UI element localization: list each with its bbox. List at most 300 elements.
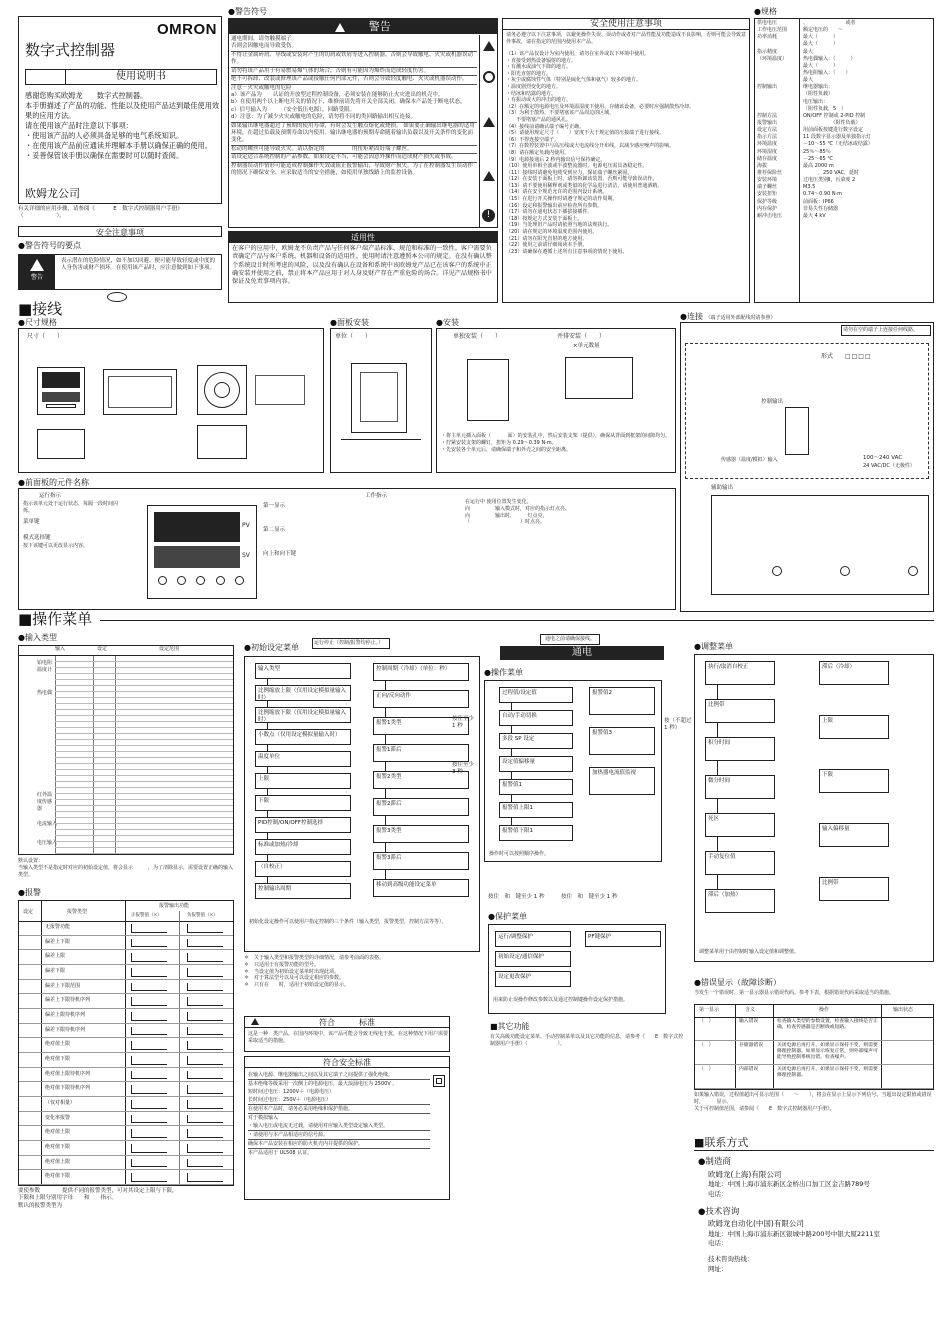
warning-section-title: ●警告符号 <box>228 7 267 16</box>
spec-value: －10～55 ℃（无结冰或结露） <box>803 141 873 148</box>
key-3-icon[interactable] <box>196 576 205 585</box>
run-menu-item: 过程值/设定值 <box>499 687 573 703</box>
spec-value: 最大 4 kV <box>803 212 826 219</box>
spec-row <box>755 191 933 198</box>
alarm-sub-positive: 正报警值（×） <box>131 913 162 918</box>
key-1-icon[interactable] <box>158 576 167 585</box>
safety-standard-header: 符合安全标准 <box>245 1057 449 1068</box>
spec-row <box>755 163 933 170</box>
alarm-row <box>19 1024 233 1039</box>
spec-row <box>755 177 933 184</box>
operation-section-title: ■操作菜单 <box>18 610 93 628</box>
run-menu-right-column <box>589 687 655 847</box>
run-menu-note: 操作时可以按照顺序操作。 <box>489 851 550 857</box>
alarm-waveform-icon <box>187 1115 223 1124</box>
adjust-menu-right-column <box>819 661 889 933</box>
alarm-waveform-icon <box>131 1159 167 1168</box>
maker-address: 地址：中国上海市浦东新区金桥出口加工区金吉路789号 <box>708 1180 870 1188</box>
adjust-menu-item: 比例带 <box>819 877 889 901</box>
alarm-row <box>19 1141 233 1156</box>
panel-unit-label: 单位（ ） <box>335 333 372 340</box>
alarm-waveform-icon <box>131 1071 167 1080</box>
prohibit-icon <box>483 71 495 83</box>
alarm-row <box>19 1170 233 1185</box>
spec-value: －25～65 ℃ <box>803 155 833 162</box>
alarm-waveform-icon <box>131 997 167 1006</box>
initial-menu-right-arrow <box>385 870 386 879</box>
alarm-waveform-icon <box>187 997 223 1006</box>
spec-value: （阻性负载，5 ） <box>803 105 847 112</box>
spec-key <box>755 41 800 48</box>
connection-panel <box>680 322 934 612</box>
power-on-bar: 通电 <box>500 646 664 660</box>
spec-key: 环境温度 <box>757 141 778 148</box>
alarm-waveform-icon <box>131 1173 167 1182</box>
alarm-waveform-icon <box>131 1144 167 1153</box>
adjust-menu-arrow <box>717 799 718 813</box>
alarm-waveform-icon <box>131 1129 167 1138</box>
warning-items: 通电期间，请勿触摸端子。 否则会因触电而导致受伤。 不得让金属碎屑、导线或安装时产生的切屑或铁屑等进入控制器，否则会导致触电、火灾或机器误动作。 请勿将该产品用于有易燃易爆气体的场合，否则有可能因为爆炸而造成轻度伤害。 绝不可拆卸、改装或修理该产品或接触任何内部元件，否则会导致轻度触电、火灾或机器误动作。 注意－火灾或触电的危险 a）该产品为 认证的开放型过程控制设备，必须安装在能够防止火灾进出的机壳中。 b）在使用两个以上断电开关的情况下，维修前请先将开关全部关闭，确保本产品处于断电状态。 c）信号输入为 （安全低压电源），回路受限。 d）注意：为了减少火灾或触电的危险，请勿将不同的类回路输出相互连接。 如果输出继电器超过了预期的使用寿命，有时会发生触点熔化或烧损。 如果要正确输出继电器的适用环境，在超过负载及预期寿命以内使用。输出继电器的预期寿命随着输出负载以及开关条件的变化而变化。 松动的螺丝可能导致火灾。请以指定的 的扭矩紧固好端子螺丝。 请设定适合系统控制的产品参数。如果设定不当，可能会因意外操作而造成财产损失或事故。 控制器误动作情形可能造成控制操作失效或阻止报警输出，导致财产损失。为了在控制器发生误动作的情况下确保安全，应采取适当的安全措施，如使用单独线路上的监控设备。 <box>231 36 477 178</box>
spec-key: 端子螺丝 <box>757 184 778 191</box>
adjust-menu-note: 调整菜单用于由控制时输入设定值和调整值。 <box>699 949 800 955</box>
run-menu-item: 报警值3 <box>589 727 655 755</box>
initial-menu-item: 控制输出周期 <box>255 883 351 899</box>
front-part-run-desc: 指示该单元处于运行状态，每隔一段时间闪烁。 <box>23 501 119 514</box>
socket-side-drawing <box>255 375 305 405</box>
contact-title: ■联系方式 <box>694 1136 749 1149</box>
install-panel <box>436 328 676 473</box>
spec-value: 用前面板按键进行数字设定 <box>803 127 864 134</box>
panel-mount-panel <box>330 328 432 473</box>
run-menu-arrow <box>511 795 512 802</box>
adjust-menu-arrow <box>717 723 718 737</box>
warning-panel <box>228 18 498 228</box>
error-lead: 当发生一个错误时，第一显示器显示错误代码。参考下表，根据错误代码采取适当的措施。 <box>694 990 895 996</box>
specs-rows <box>755 20 933 220</box>
safety-key-box <box>18 254 222 290</box>
spec-key: 安装扭矩 <box>757 191 778 198</box>
cover-footnote: 有关详细的应用步骤，请参阅《 E 数字式控制器用户手册》（ ）。 <box>18 206 183 220</box>
initial-menu-right-arrow <box>385 762 386 771</box>
adjust-menu-panel <box>694 654 934 962</box>
input-group-rtd: 铂电阻温度计 <box>37 660 53 673</box>
adjust-menu-item: 输入偏移量 <box>819 823 889 847</box>
connection-hint: 请勿在空的端子上连接任何线路。 <box>841 325 931 336</box>
error-table <box>694 1004 934 1090</box>
warning-label: 警告 <box>30 274 43 281</box>
caution-triangle-icon-3 <box>483 171 495 181</box>
alarm-row <box>19 1053 233 1068</box>
caution-triangle-icon-2 <box>483 117 495 127</box>
adjust-menu-item: 执行/取消自校正 <box>705 661 775 685</box>
safety-notes-bar: 安全注意事项 <box>18 226 222 237</box>
emc-standard-panel <box>244 1016 450 1052</box>
spec-key: 推荐保险丝 <box>757 169 783 176</box>
key-2-icon[interactable] <box>177 576 186 585</box>
spec-row <box>755 184 933 191</box>
spec-row <box>755 113 933 120</box>
spec-row <box>755 70 933 77</box>
initial-menu-right-arrow <box>385 681 386 690</box>
spec-key: 报警输出 <box>757 119 778 126</box>
run-menu-arrow <box>511 772 512 779</box>
input-group-current: 电流输入 <box>37 821 58 827</box>
initial-menu-item: PID控制/ON/OFF控制选择 <box>255 817 351 833</box>
front-part-menu: 菜单键 <box>23 519 40 525</box>
safe-use-header: 安全使用注意事项 <box>503 19 749 30</box>
initial-menu-right-arrow <box>385 843 386 852</box>
spec-key <box>755 63 800 70</box>
terminal-block <box>785 407 809 455</box>
alarm-row <box>19 1068 233 1083</box>
single-mount-label: 单独安装（ ） <box>453 333 502 340</box>
run-menu-left-column <box>499 687 573 847</box>
alarm-waveform-icon <box>187 1071 223 1080</box>
alarm-header-setting: 设定 <box>23 909 34 915</box>
input-label: 传感器（温度/模拟）输入 <box>721 457 778 463</box>
alarm-type-label: 偏差上下限待机序列 <box>45 997 91 1004</box>
manual-label-box <box>25 69 217 85</box>
error-cell: （ ） <box>699 1043 714 1048</box>
alarm-type-label: 绝对值上限 <box>45 1129 71 1136</box>
power-label-2: 24 VAC/DC（无极性） <box>863 463 915 469</box>
emc-standard-text: 这是一种 类产品。在国内环境中，该产品可能会导致无线电干扰，在这种情况下用户需要采取适当的措施。 <box>248 1031 449 1044</box>
initial-menu-right-item: 移动到高级功能设定菜单 <box>373 879 469 897</box>
power-label: 100～240 VAC <box>863 455 903 461</box>
alarm-waveform-icon <box>131 968 167 977</box>
run-menu-arrow <box>511 703 512 710</box>
alarm-type-label: 绝对值上限 <box>45 1041 71 1048</box>
initial-menu-right-item: 报警1类型 <box>373 717 469 735</box>
alarm-waveform-icon <box>187 1056 223 1065</box>
alarm-row <box>19 1082 233 1097</box>
initial-menu-left-column <box>255 663 351 913</box>
spec-value: 最大（ ） <box>803 41 839 48</box>
other-functions-text: 有关高级功能设定菜单、手动控制菜单以及其它功能的信息，请参考《 E 数字式控制器用户手册》（ ）。 <box>490 1034 684 1047</box>
alarm-rows <box>19 921 233 1185</box>
other-functions-title: ■其它功能 <box>490 1022 530 1031</box>
input-header-row: 输入 设定 设定范围 <box>19 646 233 656</box>
spec-key <box>755 99 800 106</box>
alarm-waveform-icon <box>131 1041 167 1050</box>
sv-display <box>154 546 240 568</box>
alarm-row <box>19 950 233 965</box>
error-header-action: 操作 <box>819 1007 830 1013</box>
spec-value: M3.5 <box>803 184 816 191</box>
spec-row <box>755 199 933 206</box>
suitability-header: 适用性 <box>229 232 497 243</box>
dimension-label: 尺寸（ ） <box>27 333 64 340</box>
aux-output-label: 辅助输出 <box>711 485 734 491</box>
run-menu-item: 报警值下限1 <box>499 825 573 841</box>
spec-value: ，250 VAC，延时 <box>803 169 860 176</box>
error-header-display: 第一显示 <box>699 1007 720 1013</box>
spec-row <box>755 106 933 113</box>
socket-bottom-drawing <box>197 425 247 459</box>
input-grid <box>55 656 233 854</box>
initial-menu-item: 比例缩放下限（仅用设定模拟量输入时） <box>255 707 351 723</box>
panel-mount-drawing <box>351 363 407 433</box>
spec-key: 指示方法 <box>757 134 778 141</box>
spec-value: 热电阻输入：（ ） <box>803 69 851 76</box>
alarm-row <box>19 994 233 1009</box>
alarm-type-label: 无报警功能 <box>45 924 71 930</box>
adjust-menu-item: 滞后（冷却） <box>819 661 889 685</box>
warning-key-text: 表示潜在的危险情况，如不加以回避，便可能导致轻度或中度的人身伤害或财产损坏。在使用该产品时，应注意做到如下事项。 <box>61 258 216 272</box>
input-type-title: ●输入类型 <box>18 633 57 642</box>
initial-menu-item: 小数点（仅用设定模拟量输入时） <box>255 729 351 745</box>
spec-row <box>755 63 933 70</box>
alarm-waveform-icon <box>131 1115 167 1124</box>
alarm-waveform-icon <box>187 1159 223 1168</box>
initial-menu-right-arrow <box>385 735 386 744</box>
spec-key: 耐冲击电压 <box>757 212 783 219</box>
spec-value: ON/OFF 控制或 2-PID 控制 <box>803 112 866 119</box>
input-footer: 默认设置： 当输入类型不是指定时对应的初始设定值，将会显示 ，为了清除显示，需要设置正确的输入类型。 <box>18 858 234 878</box>
initial-menu-right-column <box>373 663 469 913</box>
spec-value: 、 或者 <box>803 20 856 26</box>
error-cell: 输入错误 <box>739 1019 759 1024</box>
power-on-caption: 通电之前请确保接线。 <box>540 634 600 645</box>
error-cell: 内部错误 <box>739 1067 759 1072</box>
alarm-waveform-icon <box>187 939 223 948</box>
run-menu-arrow <box>511 818 512 825</box>
error-cell: 存储器错误 <box>739 1043 763 1048</box>
alarm-waveform-icon <box>187 968 223 977</box>
safety-standard-items: 在输入电源、继电器输出之间以及其它端子之间提供了强化绝缘。 基本绝缘等级采用一次侧上的电源电压，最大浪涌电压为 2500V 。 短时间过电压：1200V＋（电源电压） 长时间过电压：250V＋（电源电压） 在使用本产品时，请务必采用绝缘和保护措施。 对于模拟输入 ・输入电压或电流无过载，请使用对应输入类型设定输入类型。 ・请使用与本产品相适应的信号源。 确保本产品安装在相应的防火机壳内并提供的保护。 本产品适用于 UL508 认证。 <box>248 1071 430 1157</box>
spec-key: 指示精度 <box>757 48 778 55</box>
spec-key: 安装环境 <box>757 177 778 184</box>
safety-key-title: ●警告符号的要点 <box>18 241 81 250</box>
front-part-work-indicator: 工作指示 <box>365 493 388 499</box>
control-output-label: 控制输出 <box>761 399 784 405</box>
protect-menu-item: 初始设定/通信保护 <box>495 951 571 967</box>
alarm-row <box>19 921 233 936</box>
caution-triangle-icon <box>483 41 495 51</box>
initial-menu-item: 下限 <box>255 795 351 811</box>
initial-menu-right-arrow <box>385 789 386 798</box>
spec-value: （阻性负载） <box>803 91 834 98</box>
key-5-icon[interactable] <box>235 576 244 585</box>
error-header-output: 输出状态 <box>893 1007 914 1013</box>
run-menu-item: 报警值1 <box>499 779 573 795</box>
adjust-menu-item: 微分时间 <box>705 775 775 799</box>
safe-use-items: （1）该产品仅设计为室内使用，请勿在室外或以下环境中使用。 ・直接受到热设备辐射的地方。 ・有溅水或油气下降的地方。 ・阳光直射的地方。 ・灰尘或腐蚀性气体（特别是硫化气体和氨气）较多的地方。 ・温度剧烈变化的地方。 ・结冰和结露的地方。 ・有振动或大的冲击的地方。 （2）在额定的电源电压及环境温湿度下使用、存储该设备，必要时应强制散热冷却。 （3）为利于散热，不要堵塞该产品周边的区域。 不要堵塞产品的通风孔。 （4）接线前请确认端子编号正确。 （5）请使用规定尺寸（ ）宽度不大于规定值的压接端子进行接线。 （6）不得连接空端子。 （7）在数控装置中与高压线或大电流线分开布线，以减少感应噪声的影响。 （8）请在额定负载内使用。 （9）电源接通后 2 秒内输出信号保持确定。 （10）使用单相全波或半波整流器时，电源电压需具备稳定性。 （11）接线时请避免电缆受到应力，保证端子螺丝紧固。 （12）在安装于面板上时，请勿拆卸该装置，否则可能导致误动作。 （13）请不要使用稀释剂或类似的化学品进行清洁，请使用普通酒精。 （14）请在安全规范允许的范围内设计系统。 （15）在进行开关操作时请遵守规定的动作周期。 （16）设定和报警输出前应检查所有参数。 （17）请勿在通电状态下插拔接插件。 （18）按规定方式安装于面板上。 （19）当处理旧产品时请依照当地的法规执行。 （20）请在规定的环境温度范围内使用。 （21）请勿在阳光直射的地方使用。 （22）使用之前请仔细阅读本手册。 （23）请确保在遵循上述所有注意事项的情况下使用。 <box>506 51 695 255</box>
run-menu-title: ●操作菜单 <box>484 668 523 677</box>
front-part-mode-desc: 按下该键可以更改显示内容。 <box>23 543 89 549</box>
error-cell: 关闭电源后再打开。如果显示保持不变，则需要修理控制器。 <box>777 1067 878 1079</box>
alarm-type-label: 绝对值下限 <box>45 1144 71 1150</box>
adjust-menu-arrow <box>717 875 718 889</box>
maker-tel: 电话： <box>708 1189 728 1198</box>
mandatory-icon: ! <box>482 209 495 222</box>
front-part-second-display: 第二显示 <box>263 527 286 533</box>
spec-value: 过电压类别Ⅱ，污染度 2 <box>803 177 856 184</box>
group-mount-label: 并排安装（ ） <box>557 333 606 340</box>
adjust-menu-title: ●调整菜单 <box>694 642 733 651</box>
adjust-menu-arrow <box>717 761 718 775</box>
alarm-waveform-icon <box>131 1100 167 1109</box>
alarm-type-label: 绝对值上限 <box>45 1158 71 1165</box>
spec-row <box>755 156 933 163</box>
spec-key <box>755 70 800 77</box>
run-menu-panel <box>484 680 662 862</box>
oval-mark <box>107 292 127 302</box>
spec-row <box>755 149 933 156</box>
alarm-waveform-icon <box>131 1027 167 1036</box>
spec-key: 内存保护 <box>757 205 778 212</box>
alarm-type-label: 绝对值上限待机序列 <box>45 1070 91 1077</box>
error-cell: （ ） <box>699 1067 714 1072</box>
adjust-menu-left-column <box>705 661 775 933</box>
single-cutout-drawing <box>467 359 509 421</box>
product-title: 数字式控制器 <box>25 41 116 59</box>
spec-value: 最大 <box>803 77 829 84</box>
initial-menu-right-arrow <box>385 708 386 717</box>
front-part-updown: 向上和向下键 <box>263 551 297 557</box>
alarm-waveform-icon <box>187 1012 223 1021</box>
initial-menu-item: 温度单位 <box>255 751 351 767</box>
maker-label: ●制造商 <box>698 1157 731 1167</box>
front-part-run: 运行指示 <box>39 493 62 499</box>
alarm-waveform-icon <box>131 924 167 933</box>
alarm-title: ●报警 <box>18 888 41 897</box>
brand-logo: OMRON <box>157 21 217 38</box>
spec-key: 保护等级 <box>757 198 778 205</box>
controller-side-drawing <box>103 369 177 415</box>
alarm-type-label: （仅对相量） <box>45 1100 76 1106</box>
alarm-waveform-icon <box>187 1173 223 1182</box>
spec-value: 最大 <box>803 48 839 55</box>
initial-menu-item: 上限 <box>255 773 351 789</box>
spec-row <box>755 206 933 213</box>
spec-row <box>755 99 933 106</box>
socket-drawing <box>197 365 247 415</box>
error-cell: （ ） <box>699 1019 714 1024</box>
run-menu-item: 多段 SP 设定 <box>499 733 573 749</box>
initial-menu-right-arrow <box>385 816 386 825</box>
alarm-table <box>18 900 234 1186</box>
initial-menu-note: 初始化设定操作可以使用户指定控制的三个条件（输入类型，报警类型，控制方法等等）。 <box>249 919 447 925</box>
initial-menu-right-item: 正向/反向动作 <box>373 690 469 708</box>
group-mount-note: ×单元数量 <box>573 343 600 349</box>
front-part-first-display: 第一显示 <box>263 503 286 509</box>
alarm-waveform-icon <box>131 983 167 992</box>
adjust-menu-item: 上限 <box>819 715 889 739</box>
warning-header-title: 警告 <box>368 20 391 33</box>
spec-key: 海拔 <box>757 162 768 169</box>
key-4-icon[interactable] <box>216 576 225 585</box>
spec-key: 供电电压 <box>757 20 778 26</box>
front-part-mode: 模式选择键 <box>23 535 51 541</box>
input-group-tc: 热电偶 <box>37 690 53 696</box>
spec-key: 控制方法 <box>757 112 778 119</box>
spec-row <box>755 49 933 56</box>
alarm-waveform-icon <box>131 953 167 962</box>
group-cutout-drawing <box>565 357 633 399</box>
alarm-waveform-icon <box>187 1129 223 1138</box>
error-row <box>695 1017 933 1041</box>
input-group-ir: 红外温度传感器 <box>37 792 53 812</box>
dimension-panel <box>18 328 324 473</box>
run-menu-item: 报警值2 <box>589 687 655 715</box>
dimension-title: ●尺寸规格 <box>18 318 57 327</box>
warning-header <box>229 19 497 34</box>
maker-name: 欧姆龙(上海)有限公司 <box>708 1169 782 1179</box>
initial-menu-badge: 运行停止（控制/报警均停止。） <box>312 638 390 649</box>
emc-standard-header: 符合 标准 <box>245 1017 449 1028</box>
alarm-header-type: 报警类型 <box>67 909 88 915</box>
spec-row <box>755 41 933 48</box>
alarm-waveform-icon <box>187 1144 223 1153</box>
tech-tel: 电话： <box>708 1239 728 1248</box>
alarm-waveform-icon <box>131 1012 167 1021</box>
adjust-menu-arrow <box>717 837 718 851</box>
tech-web: 网址： <box>708 1264 728 1273</box>
tech-label: ●技术咨询 <box>698 1206 740 1217</box>
initial-menu-item: （自校正） <box>255 861 351 877</box>
spec-row <box>755 27 933 34</box>
initial-menu-right-item: 报警2滞后 <box>373 798 469 816</box>
alarm-type-label: 变化率报警 <box>45 1114 71 1121</box>
alarm-waveform-icon <box>187 953 223 962</box>
spec-key: （环境温度） <box>757 55 788 62</box>
spec-value: 热电偶输入：（ ） <box>803 55 856 62</box>
spec-key: 设定方法 <box>757 127 778 134</box>
safe-use-lead: 请务必遵守以下注意事项，以避免操作失误、误动作或者对产品性能及功能造成不良影响，否则可能会导致意外事故，请在指定的范围内使用本产品。 <box>506 32 747 45</box>
initial-menu-right-item: 报警2类型 <box>373 771 469 789</box>
adjust-menu-item: 比例带 <box>705 699 775 723</box>
alarm-waveform-icon <box>187 924 223 933</box>
suitability-panel <box>228 231 498 303</box>
spec-key <box>755 106 800 113</box>
initial-menu-panel <box>244 656 480 952</box>
sv-label: SV <box>242 552 250 559</box>
pv-display <box>154 512 240 542</box>
initial-menu-title: ●初始设定菜单 <box>244 643 299 652</box>
protect-menu-item: 运行/调整保护 <box>495 931 571 947</box>
error-rows <box>695 1017 933 1089</box>
spec-value: 前面板：IP66 <box>803 198 834 205</box>
safe-use-panel <box>502 18 750 303</box>
alarm-waveform-icon <box>187 1085 223 1094</box>
warning-header-icon <box>335 23 345 32</box>
spec-value: 最大（ ） <box>803 62 839 69</box>
spec-key: 环境湿度 <box>757 148 778 155</box>
press-lt1-label: 按（不超过 1 秒） <box>664 718 692 732</box>
spec-value: 11 段数字显示器及单独指示灯 <box>803 134 871 141</box>
press-3s-label: 按住至少 3 秒 <box>452 762 480 776</box>
protect-menu-panel <box>488 924 666 1014</box>
error-row <box>695 1041 933 1065</box>
spec-value: 额定电压的 ～ <box>803 27 844 34</box>
spec-value: 0.74～0.90 N·m <box>803 191 843 198</box>
alarm-row <box>19 965 233 980</box>
press-both-label: 按住 和 键至少 1 秒 按住 和 键至少 1 秒 <box>488 894 618 900</box>
spec-row <box>755 34 933 41</box>
protect-menu-items <box>495 931 661 991</box>
error-title: ●错误显示（故障诊断） <box>694 978 781 987</box>
wiring-section-title: ■接线 <box>18 300 63 318</box>
alarm-waveform-icon <box>131 1056 167 1065</box>
alarm-footer: 要使参数 提供不同的报警类型，可对其设定上限与下限， 下限和上限分别用字母 和 指示。 默认的报警类型为 <box>18 1188 178 1209</box>
aux-output-box <box>711 495 929 595</box>
run-menu-arrow <box>511 726 512 733</box>
emc-warning-icon <box>251 1018 259 1025</box>
error-footer: 如果输入错误，过程值超出可显示范围（ ～ ），将会在显示上显示下列信号。当超出设定限值或错误时， 显示。 关于可控制值范围，请参阅《 E 数字式控制器用户手册》。 <box>694 1092 932 1112</box>
controller-face <box>147 505 257 599</box>
alarm-row <box>19 980 233 995</box>
